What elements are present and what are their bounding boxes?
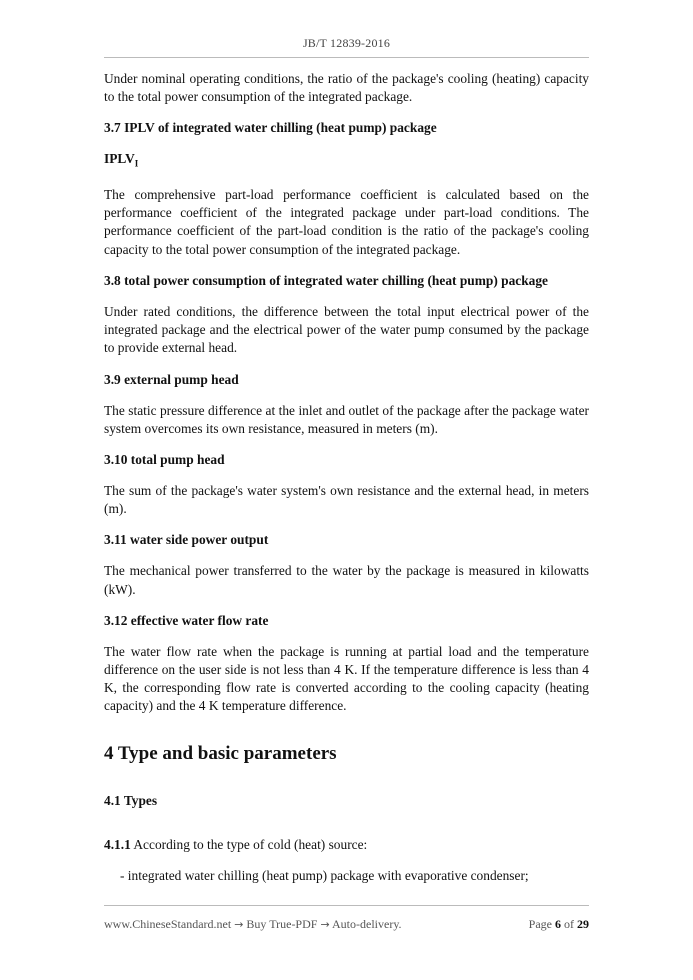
section-3-9-heading: 3.9 external pump head [104, 371, 239, 387]
section-3-9-text: The static pressure difference at the inlet and outlet of the package after the package water system overcomes its own resistance, measured in meters (m). [104, 402, 589, 436]
clause-4-1-1-number: 4.1.1 [104, 836, 131, 852]
auto-delivery-text: Auto-delivery. [332, 917, 402, 931]
section-3-8-text: Under rated conditions, the difference between the total input electrical power of the integrated package and the electrical power of the water pump consumed by the package to provide external head. [104, 303, 589, 356]
section-3-11-text: The mechanical power transferred to the water by the package is measured in kilowatts (kW). [104, 563, 589, 597]
page-current: 6 [555, 917, 561, 931]
section-3-7-text: The comprehensive part-load performance coefficient is calculated based on the performance coefficient of the integrated package under part-load conditions. The performance coefficient of the part-load condition is the ratio of the package's cooling capacity to the total power consumption of the integrated package. [104, 187, 589, 257]
clause-4-1-1-text: According to the type of cold (heat) source: [133, 836, 368, 852]
list-item: - integrated water chilling (heat pump) package with evaporative condenser; [120, 867, 529, 883]
section-3-12-heading: 3.12 effective water flow rate [104, 612, 269, 628]
page-of: of [564, 917, 574, 931]
iplv-symbol-subscript: I [134, 159, 139, 170]
section-4-1-heading: 4.1 Types [104, 792, 158, 808]
footer-promo [104, 917, 402, 932]
buy-pdf-text: Buy True-PDF [246, 917, 318, 931]
header-divider [104, 57, 589, 58]
section-4-heading: 4 Type and basic parameters [104, 742, 337, 764]
section-3-12-text: The water flow rate when the package is running at partial load and the temperature difference on the user side is not less than 4 K. If the temperature difference is less than 4 K, the corresponding flow rate is converted according to the cooling capacity (heating capacity) and the 4 K temperature difference. [104, 643, 589, 714]
page-total: 29 [577, 917, 589, 931]
page-label: Page [528, 917, 552, 931]
clause-4-1-1 [104, 836, 589, 854]
section-3-8-heading: 3.8 total power consumption of integrated water chilling (heat pump) package [104, 272, 548, 288]
intro-paragraph: Under nominal operating conditions, the ratio of the package's cooling (heating) capacity to the total power consumption of the integrated package. [104, 71, 589, 105]
running-header [0, 36, 693, 51]
iplv-symbol [104, 150, 589, 173]
arrow-right-icon: → [320, 918, 330, 931]
iplv-symbol-main: IPLV [104, 151, 135, 167]
page-content [104, 70, 589, 885]
section-3-11-heading: 3.11 water side power output [104, 532, 269, 548]
footer-divider [104, 905, 589, 906]
document-id: JB/T 12839-2016 [302, 36, 391, 50]
page-number [529, 917, 589, 932]
arrow-right-icon: → [234, 918, 244, 931]
site-link[interactable]: www.ChineseStandard.net [104, 917, 232, 931]
section-3-10-text: The sum of the package's water system's own resistance and the external head, in meters (m). [104, 482, 589, 517]
section-3-10-heading: 3.10 total pump head [104, 451, 225, 467]
section-3-7-heading: 3.7 IPLV of integrated water chilling (heat pump) package [104, 120, 437, 136]
